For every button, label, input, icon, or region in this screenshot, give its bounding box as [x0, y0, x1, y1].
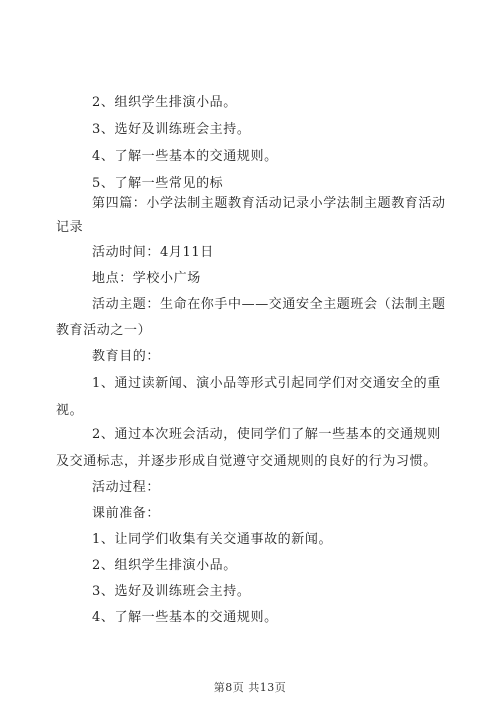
text-line: 3、选好及训练班会主持。	[92, 122, 251, 137]
text-line: 1、通过读新闻、演小品等形式引起同学们对交通安全的重	[92, 376, 441, 391]
text-line: 教育活动之一）	[56, 323, 152, 338]
text-line: 视。	[56, 403, 84, 418]
text-line: 5、了解一些常见的标	[92, 176, 224, 191]
text-line: 活动过程：	[92, 480, 161, 495]
text-line: 4、了解一些基本的交通规则。	[92, 149, 278, 164]
text-line: 3、选好及训练班会主持。	[92, 584, 251, 599]
text-line: 活动主题：生命在你手中——交通安全主题班会（法制主题	[92, 297, 446, 312]
text-line: 教育目的：	[92, 349, 161, 364]
text-line: 2、组织学生排演小品。	[92, 95, 237, 110]
text-line: 及交通标志，并逐步形成自觉遵守交通规则的良好的行为习惯。	[56, 454, 437, 469]
text-line: 1、让同学们收集有关交通事故的新闻。	[92, 532, 333, 547]
text-line: 2、组织学生排演小品。	[92, 558, 237, 573]
text-line: 地点：学校小广场	[92, 271, 201, 286]
text-line: 4、了解一些基本的交通规则。	[92, 610, 278, 625]
text-line: 活动时间：4月11日	[92, 245, 214, 260]
page-footer: 第8页 共13页	[213, 681, 287, 694]
text-line: 2、通过本次班会活动，使同学们了解一些基本的交通规则	[92, 427, 441, 442]
section-heading-continued: 记录	[56, 220, 84, 235]
text-line: 课前准备：	[92, 506, 161, 521]
section-heading: 第四篇：小学法制主题教育活动记录小学法制主题教育活动	[92, 196, 446, 211]
